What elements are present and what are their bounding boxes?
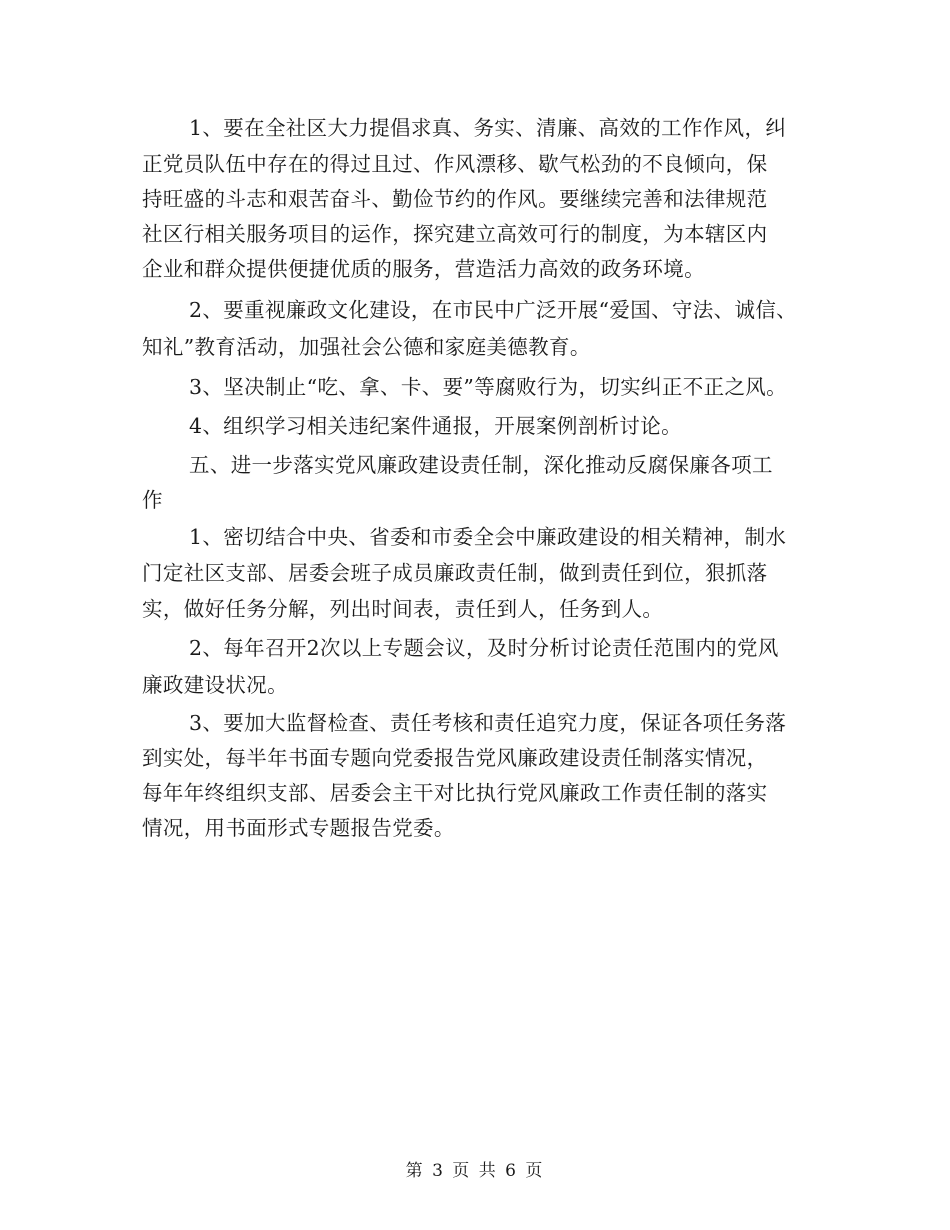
- text-line: 知礼”教育活动，加强社会公德和家庭美德教育。: [142, 335, 591, 359]
- text-line: 1、要在全社区大力提倡求真、务实、清廉、高效的工作作风，纠: [189, 116, 787, 140]
- text-line: 正党员队伍中存在的得过且过、作风漂移、歇气松劲的不良倾向，保: [142, 152, 768, 176]
- section-heading: 五、进一步落实党风廉政建设责任制，深化推动反腐保廉各项工: [189, 453, 773, 477]
- text-line: 3、坚决制止“吃、拿、卡、要”等腐败行为，切实纠正不正之风。: [189, 375, 788, 399]
- text-line: 1、密切结合中央、省委和市委全会中廉政建设的相关精神，制水: [189, 525, 787, 549]
- text-line: 到实处，每半年书面专题向党委报告党风廉政建设责任制落实情况，: [142, 746, 768, 770]
- text-line: 廉政建设状况。: [142, 673, 288, 697]
- text-line: 实，做好任务分解，列出时间表，责任到人，任务到人。: [142, 597, 664, 621]
- page-number-footer: 第 3 页 共 6 页: [405, 1161, 545, 1181]
- text-line: 情况，用书面形式专题报告党委。: [142, 816, 455, 840]
- text-line: 门定社区支部、居委会班子成员廉政责任制，做到责任到位，狠抓落: [142, 561, 768, 585]
- text-line: 持旺盛的斗志和艰苦奋斗、勤俭节约的作风。要继续完善和法律规范: [142, 187, 768, 211]
- text-line: 社区行相关服务项目的运作，探究建立高效可行的制度，为本辖区内: [142, 222, 768, 246]
- text-line: 每年年终组织支部、居委会主干对比执行党风廉政工作责任制的落实: [142, 781, 768, 805]
- text-line: 3、要加大监督检查、责任考核和责任追究力度，保证各项任务落: [189, 711, 787, 735]
- text-line: 企业和群众提供便捷优质的服务，营造活力高效的政务环境。: [142, 257, 705, 281]
- text-line: 4、组织学习相关违纪案件通报，开展案例剖析讨论。: [189, 414, 682, 438]
- section-heading-continued: 作: [142, 488, 163, 512]
- text-line: 2、要重视廉政文化建设，在市民中广泛开展“爱国、守法、诚信、: [189, 298, 798, 322]
- text-line: 2、每年召开2次以上专题会议，及时分析讨论责任范围内的党风: [189, 636, 779, 660]
